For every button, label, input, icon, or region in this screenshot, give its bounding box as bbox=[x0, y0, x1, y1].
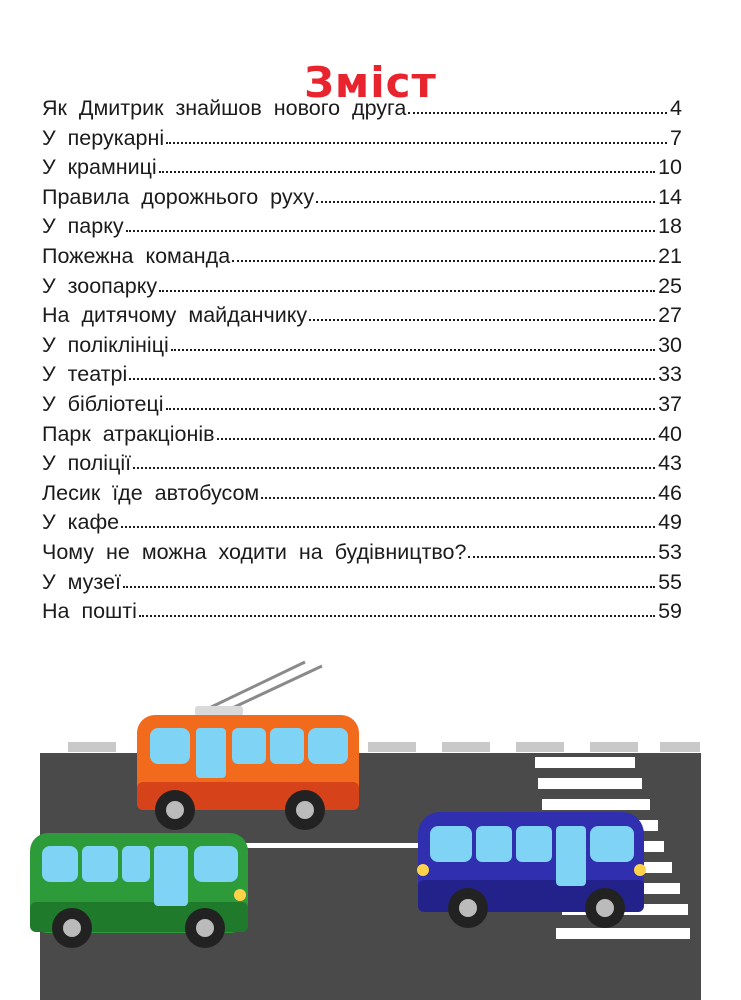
table-of-contents bbox=[42, 94, 682, 627]
toc-entry-title: Пожежна команда bbox=[42, 243, 231, 268]
toc-entry-title: У зоопарку bbox=[42, 273, 158, 298]
toc-entry-title: У перукарні bbox=[42, 125, 165, 150]
toc-leader-dots bbox=[217, 436, 656, 440]
toc-entry-page: 14 bbox=[658, 184, 682, 209]
toc-leader-dots bbox=[126, 228, 655, 232]
toc-entry-page: 55 bbox=[658, 569, 682, 594]
toc-entry-page: 4 bbox=[670, 96, 682, 120]
toc-entry[interactable] bbox=[42, 479, 682, 509]
toc-entry-page: 53 bbox=[658, 539, 682, 564]
toc-leader-dots bbox=[232, 258, 655, 262]
toc-leader-dots bbox=[408, 110, 667, 114]
toc-leader-dots bbox=[171, 347, 655, 351]
toc-entry[interactable] bbox=[42, 420, 682, 450]
road-illustration bbox=[0, 640, 741, 1000]
toc-leader-dots bbox=[129, 376, 655, 380]
page-title: Зміст bbox=[304, 58, 437, 108]
toc-entry[interactable] bbox=[42, 301, 682, 331]
toc-leader-dots bbox=[166, 140, 667, 144]
toc-entry-title: У театрі bbox=[42, 362, 128, 387]
toc-leader-dots bbox=[468, 554, 655, 558]
toc-leader-dots bbox=[123, 584, 655, 588]
toc-entry[interactable] bbox=[42, 360, 682, 390]
toc-entry-title: Чому не можна ходити на будівництво? bbox=[42, 539, 467, 564]
toc-entry[interactable] bbox=[42, 183, 682, 213]
toc-entry-title: У крамниці bbox=[42, 155, 157, 180]
toc-entry-page: 43 bbox=[658, 451, 682, 476]
toc-entry-page: 27 bbox=[658, 303, 682, 328]
toc-entry-page: 59 bbox=[658, 599, 682, 624]
toc-entry[interactable] bbox=[42, 390, 682, 420]
toc-entry[interactable] bbox=[42, 212, 682, 242]
toc-leader-dots bbox=[316, 199, 655, 203]
trolleybus-icon bbox=[137, 662, 359, 830]
toc-entry-title: Парк атракціонів bbox=[42, 421, 215, 446]
toc-entry-page: 18 bbox=[658, 214, 682, 239]
toc-entry[interactable] bbox=[42, 538, 682, 568]
toc-entry-title: На пошті bbox=[42, 599, 137, 624]
toc-entry-page: 21 bbox=[658, 243, 682, 268]
toc-entry-page: 37 bbox=[658, 391, 682, 416]
toc-entry-page: 30 bbox=[658, 332, 682, 357]
toc-entry[interactable] bbox=[42, 508, 682, 538]
toc-entry-title: У поліції bbox=[42, 451, 132, 476]
toc-entry-title: У поліклініці bbox=[42, 332, 169, 357]
toc-entry[interactable] bbox=[42, 331, 682, 361]
toc-entry[interactable] bbox=[42, 272, 682, 302]
toc-entry-title: У бібліотеці bbox=[42, 391, 164, 416]
toc-leader-dots bbox=[139, 613, 655, 617]
toc-entry-page: 33 bbox=[658, 362, 682, 387]
toc-entry-page: 40 bbox=[658, 421, 682, 446]
toc-entry[interactable] bbox=[42, 94, 682, 124]
toc-entry-title: У музеї bbox=[42, 569, 121, 594]
toc-leader-dots bbox=[159, 288, 655, 292]
toc-entry[interactable] bbox=[42, 153, 682, 183]
toc-entry-page: 10 bbox=[658, 155, 682, 180]
toc-entry-title: Як Дмитрик знайшов нового друга bbox=[42, 96, 407, 120]
toc-entry-title: Лесик їде автобусом bbox=[42, 480, 260, 505]
toc-entry-title: У парку bbox=[42, 214, 124, 239]
toc-entry[interactable] bbox=[42, 597, 682, 627]
toc-leader-dots bbox=[159, 169, 655, 173]
toc-entry-page: 25 bbox=[658, 273, 682, 298]
toc-entry[interactable] bbox=[42, 124, 682, 154]
toc-leader-dots bbox=[261, 495, 655, 499]
toc-leader-dots bbox=[309, 317, 655, 321]
toc-leader-dots bbox=[133, 465, 655, 469]
blue-bus-icon bbox=[417, 812, 646, 928]
toc-entry-title: Правила дорожнього руху bbox=[42, 184, 315, 209]
toc-leader-dots bbox=[121, 524, 655, 528]
toc-entry[interactable] bbox=[42, 568, 682, 598]
toc-entry-page: 7 bbox=[670, 125, 682, 150]
toc-entry[interactable] bbox=[42, 449, 682, 479]
toc-entry-title: На дитячому майданчику bbox=[42, 303, 308, 328]
green-bus-icon bbox=[30, 833, 248, 948]
toc-entry[interactable] bbox=[42, 242, 682, 272]
toc-entry-page: 49 bbox=[658, 510, 682, 535]
toc-entry-page: 46 bbox=[658, 480, 682, 505]
toc-entry-title: У кафе bbox=[42, 510, 120, 535]
toc-leader-dots bbox=[166, 406, 656, 410]
